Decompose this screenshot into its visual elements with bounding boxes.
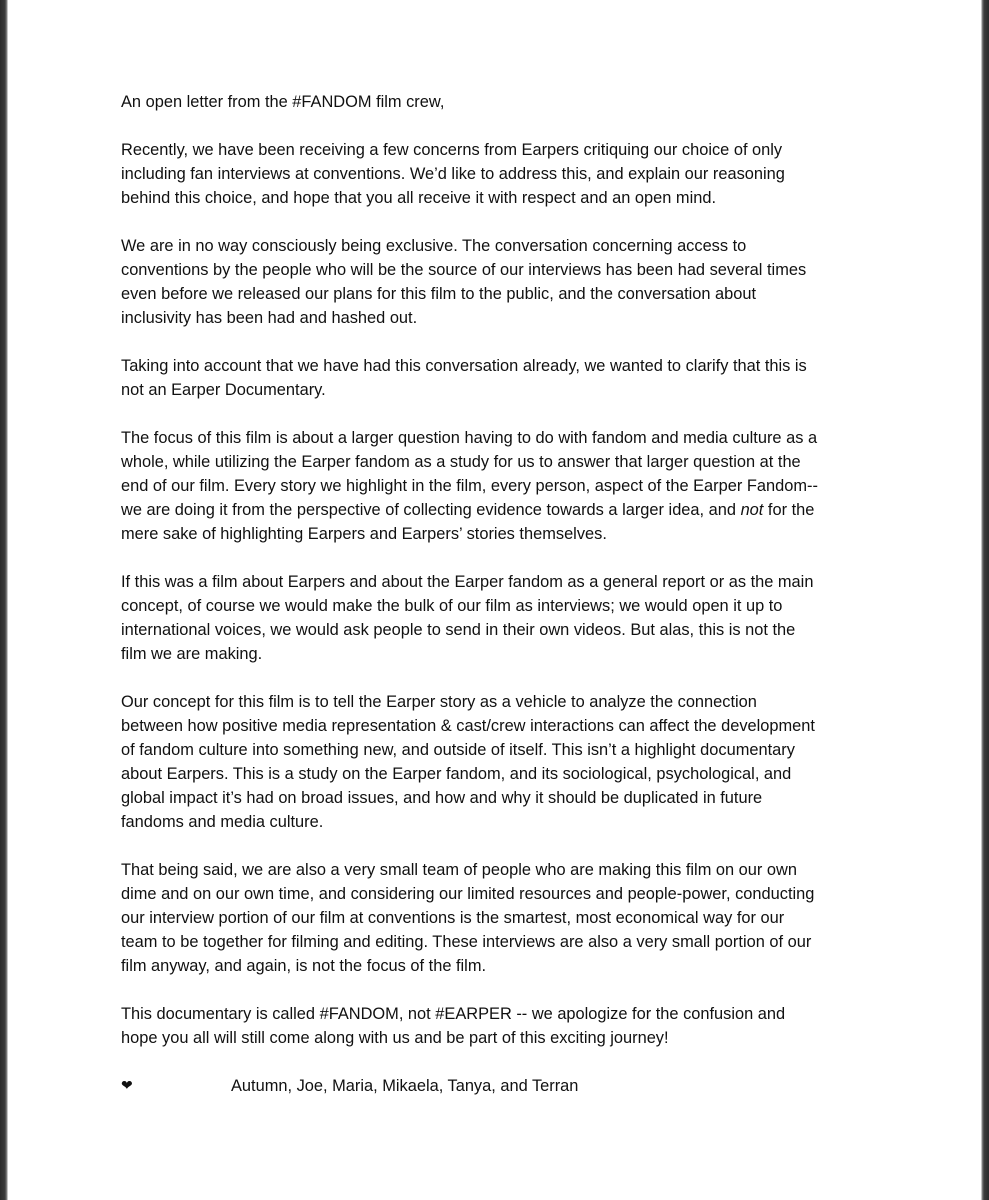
paragraph-focus	[121, 426, 881, 546]
letter-greeting: An open letter from the #FANDOM film crew,	[121, 93, 445, 111]
paragraph-clarify: Taking into account that we have had this conversation already, we wanted to clarify that this is not an Earper Documentary.	[121, 357, 807, 399]
signature-row	[121, 1074, 881, 1098]
heart-icon: ❤	[121, 1078, 133, 1094]
signature-names: Autumn, Joe, Maria, Mikaela, Tanya, and Terran	[231, 1077, 579, 1095]
paragraph-focus-text-start: The focus of this film is about a larger question having to do with fandom and media culture as a whole, while utilizing the Earper fandom as a study for us to answer that larger question at the end of our film. Every story we highlight in the film, every person, aspect of the Earper Fandom-- we are doing it from the perspective of collecting evidence towards a larger idea, and	[121, 429, 818, 519]
open-letter	[121, 90, 881, 1098]
paragraph-small-team: That being said, we are also a very small team of people who are making this film on our own dime and on our own time, and considering our limited resources and people-power, conducting our interview portion of our film at conventions is the smartest, most economical way for our team to be together for filming and editing. These interviews are also a very small portion of our film anyway, and again, is not the focus of the film.	[121, 861, 815, 975]
paragraph-not-exclusive: We are in no way consciously being exclusive. The conversation concerning access to conventions by the people who will be the source of our interviews has been had several times even before we released our plans for this film to the public, and the conversation about inclusivity has been had and hashed out.	[121, 237, 807, 327]
right-edge-shadow	[981, 0, 989, 1200]
paragraph-closing: This documentary is called #FANDOM, not #EARPER -- we apologize for the confusion and hope you all will still come along with us and be part of this exciting journey!	[121, 1005, 786, 1047]
paragraph-concerns: Recently, we have been receiving a few concerns from Earpers critiquing our choice of only including fan interviews at conventions. We’d like to address this, and explain our reasoning behind this choice, and hope that you all receive it with respect and an open mind.	[121, 141, 785, 207]
left-edge-shadow	[0, 0, 8, 1200]
emphasis-not: not	[740, 501, 764, 519]
paragraph-concept: Our concept for this film is to tell the Earper story as a vehicle to analyze the connection between how positive media representation & cast/crew interactions can affect the development of fandom culture into something new, and outside of itself. This isn’t a highlight documentary about Earpers. This is a study on the Earper fandom, and its sociological, psychological, and global impact it’s had on broad issues, and how and why it should be duplicated in future fandoms and media culture.	[121, 693, 815, 831]
paragraph-focus-text-end: for the mere sake of highlighting Earpers and Earpers’ stories themselves.	[121, 501, 815, 543]
paragraph-if-film: If this was a film about Earpers and about the Earper fandom as a general report or as the main concept, of course we would make the bulk of our film as interviews; we would open it up to international voices, we would ask people to send in their own videos. But alas, this is not the film we are making.	[121, 573, 814, 663]
